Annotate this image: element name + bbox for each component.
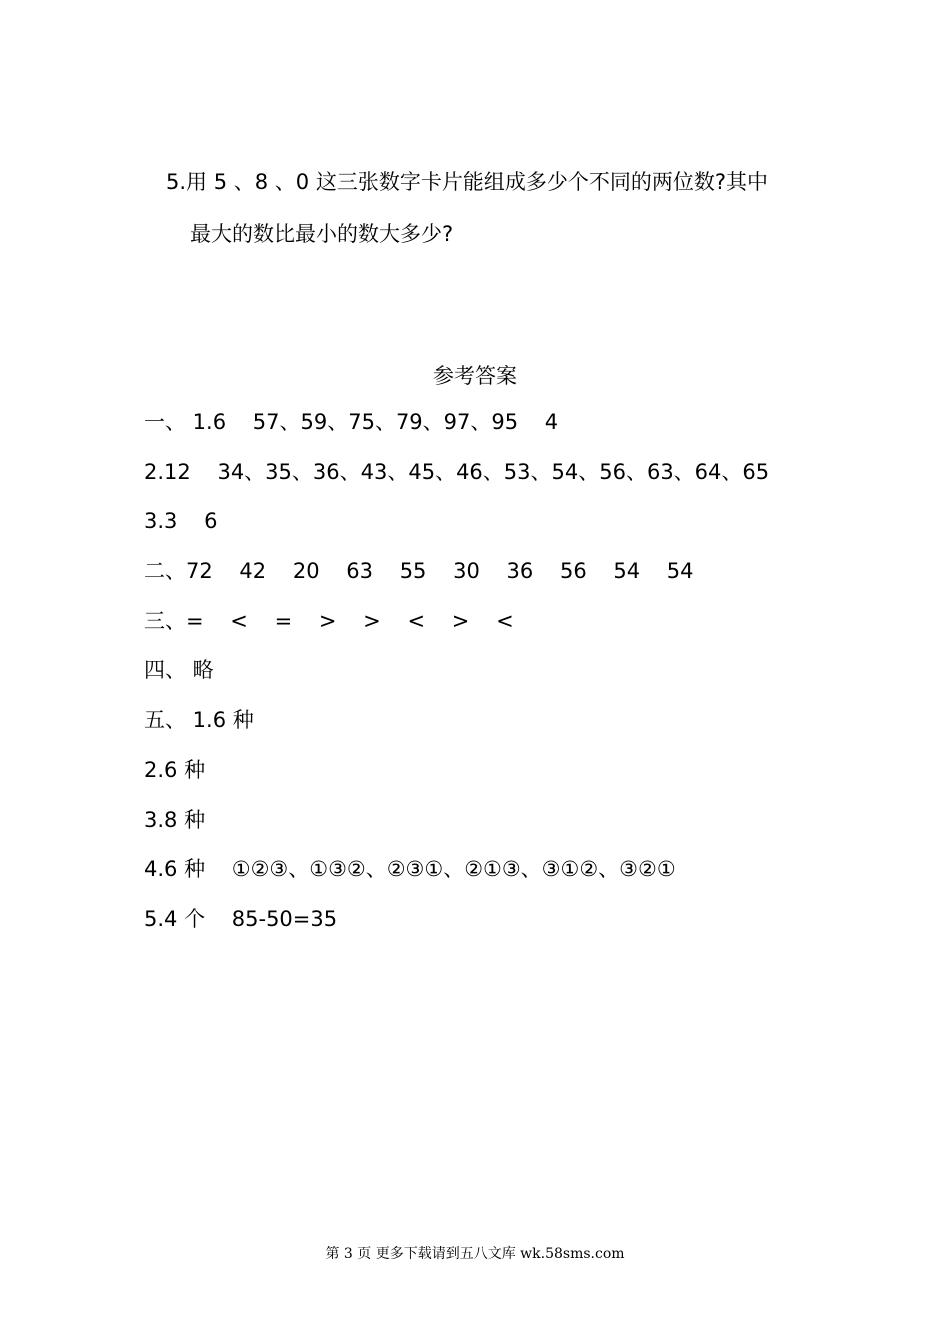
answer-line-1: 一、 1.6 57、59、75、79、97、95 4 [144,410,559,434]
answer-line-4: 二、72 42 20 63 55 30 36 56 54 54 [144,559,694,584]
answer-line-10: 4.6 种 ①②③、①③②、②③①、②①③、③①②、③②① [144,857,676,882]
answer-line-3: 3.3 6 [144,509,218,534]
question-line-2: 最大的数比最小的数大多少? [190,222,454,246]
answer-title: 参考答案 [433,364,517,388]
answer-line-7: 五、 1.6 种 [144,708,254,733]
answer-line-2: 2.12 34、35、36、43、45、46、53、54、56、63、64、65 [144,459,770,484]
answer-list [144,402,844,949]
answer-line-9: 3.8 种 [144,807,206,832]
question-5 [166,156,826,260]
answer-line-5: 三、= < = > > < > < [144,608,514,633]
answer-line-11: 5.4 个 85-50=35 [144,906,338,931]
answer-line-8: 2.6 种 [144,757,206,782]
answer-line-6: 四、 略 [144,658,214,683]
page-footer: 第 3 页 更多下载请到五八文库 wk.58sms.com [325,1246,625,1262]
question-line-1: 5.用 5 、8 、0 这三张数字卡片能组成多少个不同的两位数?其中 [166,170,768,194]
